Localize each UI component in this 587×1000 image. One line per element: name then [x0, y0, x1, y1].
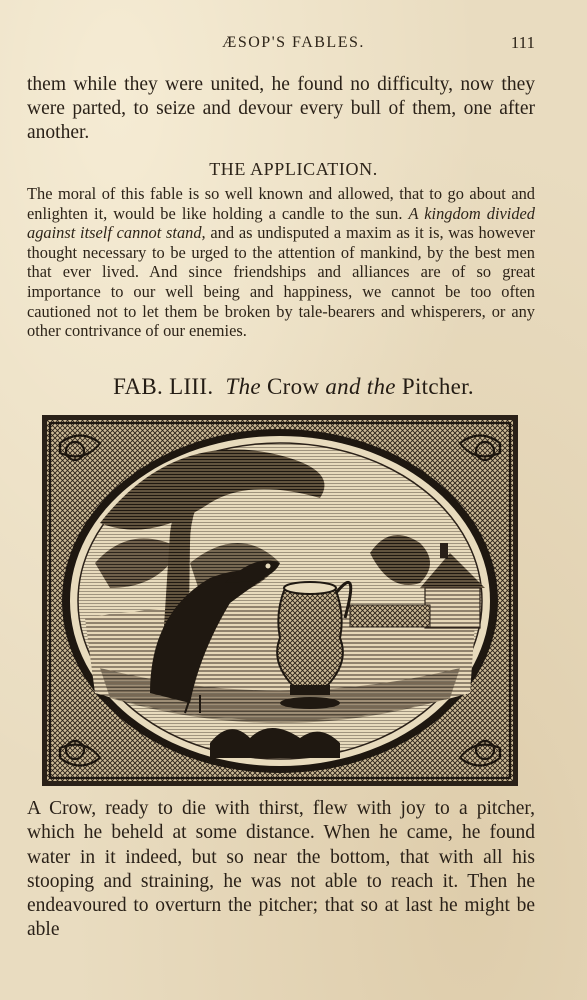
fable-number: FAB. LIII.: [113, 374, 214, 399]
running-title: ÆSOP'S FABLES.: [222, 34, 365, 51]
bottom-paragraph: A Crow, ready to die with thirst, flew with joy to a pitcher, which he beheld at some distance. When he came, he found water in it indeed, but so near the bottom, that with all his stooping and straining, he was not able to reach it. Then he endeavoured to overturn the pitcher; that so at last he might be able: [27, 798, 535, 941]
fable-heading: [0, 374, 587, 400]
top-paragraph: them while they were united, he found no difficulty, now they were parted, to seize and devour every bull of them, one after another.: [27, 74, 535, 143]
fable-title-crow: Crow: [266, 374, 320, 399]
application-heading: THE APPLICATION.: [209, 159, 378, 179]
fable-title-and-the: and the: [325, 374, 396, 399]
woodcut-illustration: [40, 413, 520, 788]
fable-title-pitcher: Pitcher.: [401, 374, 474, 399]
application-text-start: The moral of this fable is so well known and allowed, that to go about and enlighten it, would be like holding a candle to the sun.: [27, 184, 535, 223]
page-number: 111: [510, 33, 535, 52]
fable-title-the: The: [225, 374, 261, 399]
application-paragraph: [27, 184, 535, 341]
foreground-grass: [210, 728, 340, 758]
application-italic-maxim: A kingdom divided against itself cannot stand,: [27, 203, 535, 243]
running-head: [0, 34, 587, 54]
application-text-end: and as undisputed a maxim as it is, was however thought necessary to be urged to the attention of mankind, by the best men that ever lived. And since friendships and alliances are of so great importance to our well being and happiness, we cannot be too often cautioned not to let them be broken by tale-bearers and whisperers, or any other contrivance of our enemies.: [27, 223, 535, 341]
